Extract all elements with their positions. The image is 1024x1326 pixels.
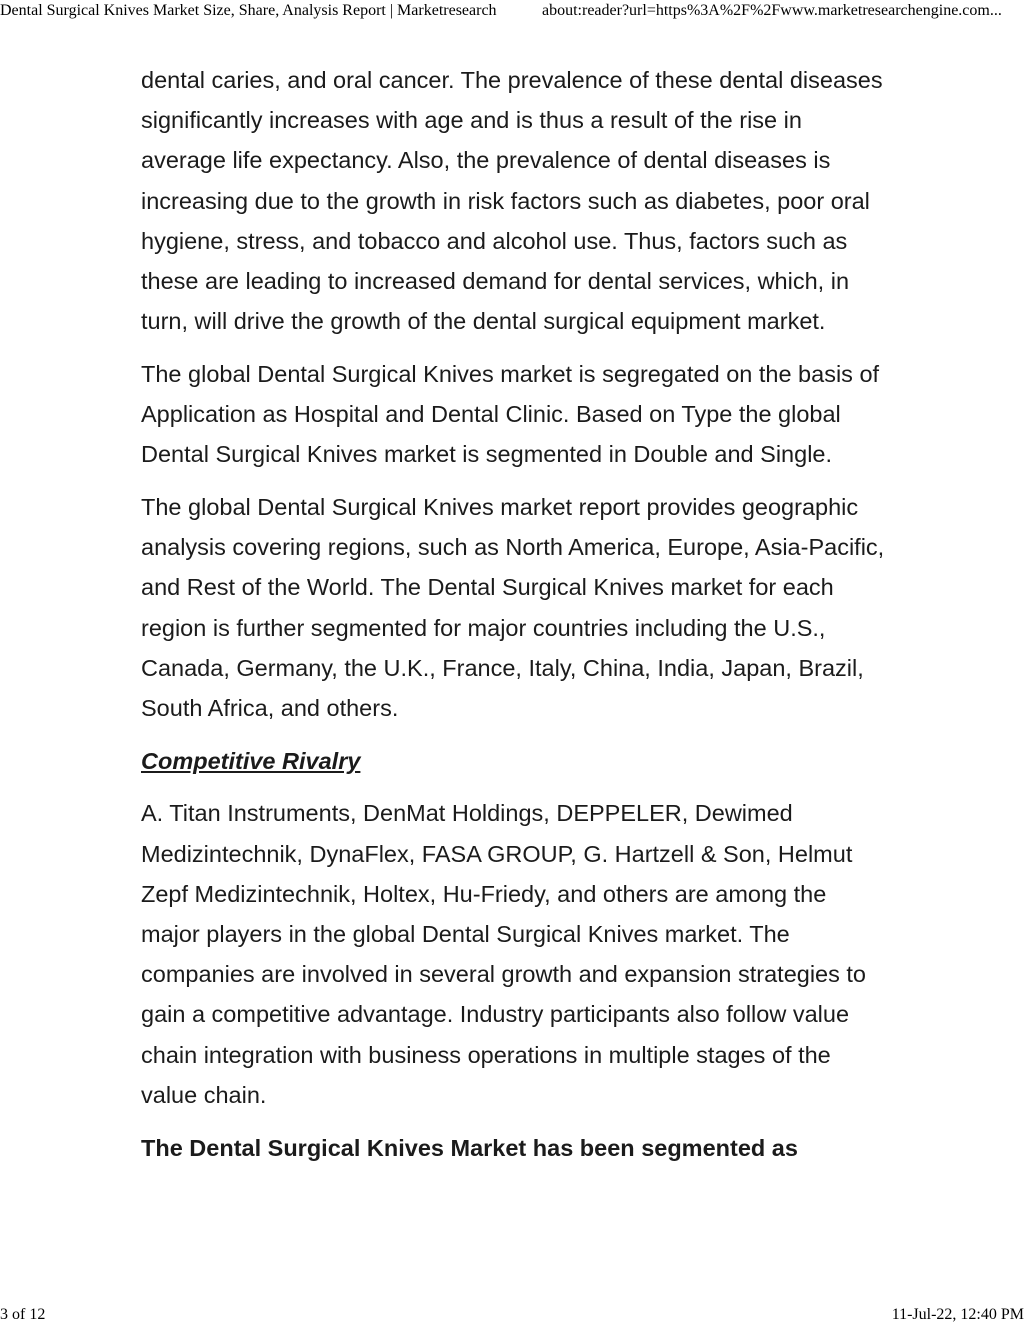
print-timestamp: 11-Jul-22, 12:40 PM (891, 1306, 1024, 1323)
paragraph-major-players: A. Titan Instruments, DenMat Holdings, DEPPELER, Dewimed Medizintechnik, DynaFlex, FASA GROUP, G. Hartzell & Son, Helmut Zepf Medizintechnik, Holtex, Hu-Friedy, and others are among the major players in the global Dental Surgical Knives market. The companies are involved in several growth and expansion strategies to gain a competitive advantage. Industry participants also follow value chain integration with business operations in multiple stages of the value chain. (141, 800, 867, 1108)
competitive-rivalry-heading: Competitive Rivalry (141, 747, 361, 774)
paragraph-segmentation-application: The global Dental Surgical Knives market is segregated on the basis of Application as Hospital and Dental Clinic. Based on Type the global Dental Surgical Knives market is segmented in Double and Single. (141, 360, 880, 468)
print-header (0, 0, 1024, 22)
paragraph-dental-diseases: dental caries, and oral cancer. The prevalence of these dental diseases significantly increases with age and is thus a result of the rise in average life expectancy. Also, the prevalence of dental diseases is increasing due to the growth in risk factors such as diabetes, poor oral hygiene, stress, and tobacco and alcohol use. Thus, factors such as these are leading to increased demand for dental services, which, in turn, will drive the growth of the dental surgical equipment market. (141, 67, 883, 335)
print-footer (0, 1304, 1024, 1326)
paragraph-geographic-analysis: The global Dental Surgical Knives market report provides geographic analysis covering regions, such as North America, Europe, Asia-Pacific, and Rest of the World. The Dental Surgical Knives market for each region is further segmented for major countries including the U.S., Canada, Germany, the U.K., France, Italy, China, India, Japan, Brazil, South Africa, and others. (141, 494, 885, 722)
page-indicator: 3 of 12 (0, 1306, 46, 1323)
page-url: about:reader?url=https%3A%2F%2Fwww.marketresearchengine.com... (542, 2, 1002, 19)
segmentation-heading: The Dental Surgical Knives Market has been segmented as (141, 1134, 798, 1161)
article-body (141, 60, 886, 1168)
page-title: Dental Surgical Knives Market Size, Share, Analysis Report | Marketresearch (0, 2, 497, 19)
